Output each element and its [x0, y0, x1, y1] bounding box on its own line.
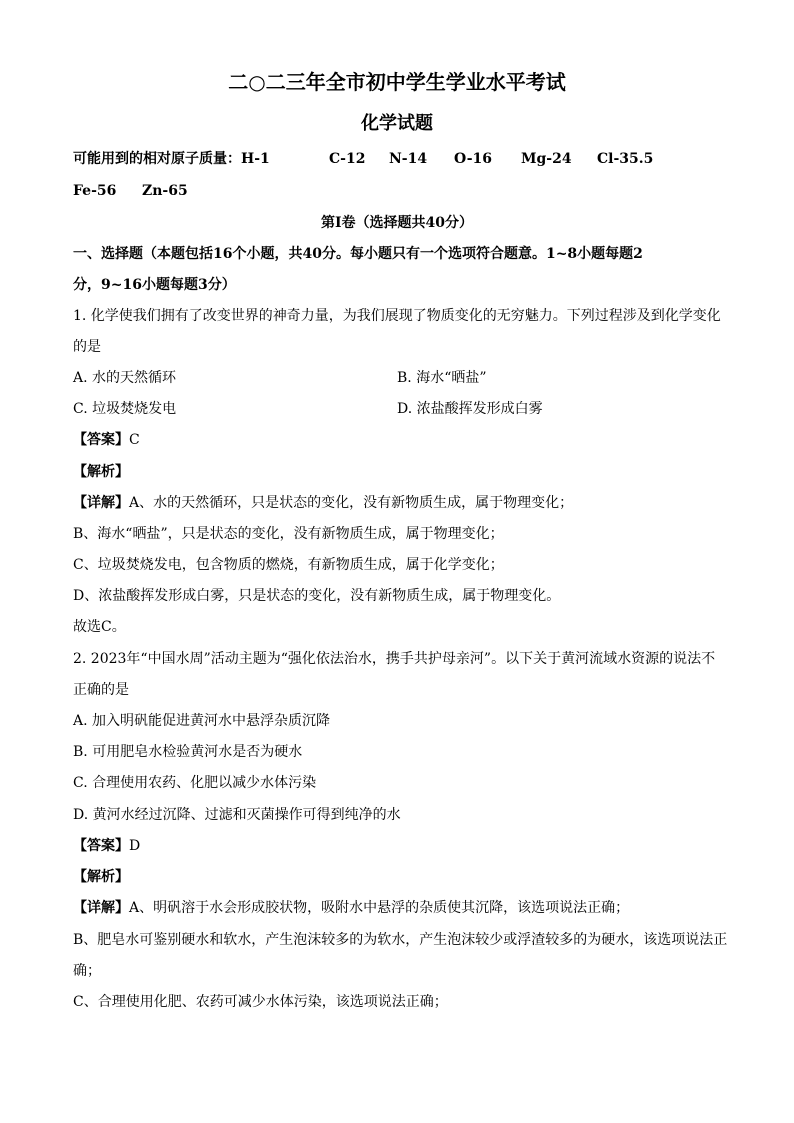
q2-stem-line-1: 2. 2023年“中国水周”活动主题为“强化依法治水，携手共护母亲河”。以下关于黄河流域水资源的说法不: [73, 651, 716, 667]
atomic-masses-row-1: [73, 149, 723, 169]
atomic-masses-label: 可能用到的相对原子质量：H-1: [73, 151, 270, 167]
q1-detail-3: C、垃圾焚烧发电，包含物质的燃烧，有新物质生成，属于化学变化；: [73, 557, 504, 573]
q2-detail-2b: 确；: [73, 963, 101, 979]
q2-option-b: B. 可用肥皂水检验黄河水是否为硬水: [73, 744, 303, 760]
q2-detail-3: C、合理使用化肥、农药可减少水体污染，该选项说法正确；: [73, 994, 448, 1010]
q1-detail-tag: 【详解】: [73, 495, 129, 511]
section-heading: 第Ⅰ卷（选择题共40分）: [320, 215, 474, 231]
q1-stem-line-2: 的是: [73, 339, 101, 355]
q1-option-a: A. 水的天然循环: [73, 370, 177, 386]
q2-option-a: A. 加入明矾能促进黄河水中悬浮杂质沉降: [73, 713, 331, 729]
atomic-mass-fe: Fe-56: [73, 183, 117, 199]
atomic-masses-row-2: [73, 181, 273, 201]
q1-option-d: D. 浓盐酸挥发形成白雾: [397, 401, 543, 417]
q1-detail-2: B、海水“晒盐”，只是状态的变化，没有新物质生成，属于物理变化；: [73, 526, 504, 542]
q2-answer-tag: 【答案】: [73, 838, 129, 854]
atomic-mass-o: O-16: [454, 151, 493, 167]
q1-analysis-tag: 【解析】: [73, 464, 129, 480]
q1-detail-1: [73, 493, 573, 513]
q1-detail-4: D、浓盐酸挥发形成白雾，只是状态的变化，没有新物质生成，属于物理变化。: [73, 588, 561, 604]
q1-stem-line-1: 1. 化学使我们拥有了改变世界的神奇力量，为我们展现了物质变化的无穷魅力。下列过程涉及到化学变化: [73, 308, 721, 324]
q1-answer: [73, 430, 140, 450]
q2-option-c: C. 合理使用农药、化肥以减少水体污染: [73, 775, 317, 791]
q1-answer-tag: 【答案】: [73, 432, 129, 448]
section-instructions-line-1: 一、选择题（本题包括16个小题，共40分。每小题只有一个选项符合题意。1~8小题每题2: [73, 246, 643, 262]
q2-answer: [73, 836, 140, 856]
q1-option-b: B. 海水“晒盐”: [397, 370, 487, 386]
q1-option-c: C. 垃圾焚烧发电: [73, 401, 177, 417]
q2-detail-1: [73, 898, 629, 918]
section-instructions-line-2: 分，9~16小题每题3分）: [73, 277, 236, 293]
atomic-mass-cl: Cl-35.5: [597, 151, 654, 167]
q1-detail-1-text: A、水的天然循环，只是状态的变化，没有新物质生成，属于物理变化；: [129, 495, 574, 511]
exam-subtitle: 化学试题: [361, 113, 433, 134]
atomic-mass-mg: Mg-24: [521, 151, 572, 167]
q2-option-d: D. 黄河水经过沉降、过滤和灭菌操作可得到纯净的水: [73, 807, 401, 823]
atomic-mass-zn: Zn-65: [142, 183, 188, 199]
atomic-mass-c: C-12: [329, 151, 366, 167]
q2-answer-value: D: [129, 838, 141, 854]
q2-detail-1-text: A、明矾溶于水会形成胶状物，吸附水中悬浮的杂质使其沉降，该选项说法正确；: [129, 900, 630, 916]
atomic-mass-n: N-14: [389, 151, 428, 167]
q1-conclusion: 故选C。: [73, 619, 126, 635]
q2-detail-tag: 【详解】: [73, 900, 129, 916]
q2-analysis-tag: 【解析】: [73, 869, 129, 885]
q1-answer-value: C: [129, 432, 140, 448]
exam-title: 二○二三年全市初中学生学业水平考试: [228, 70, 566, 94]
q2-stem-line-2: 正确的是: [73, 682, 129, 698]
q2-detail-2a: B、肥皂水可鉴别硬水和软水，产生泡沫较多的为软水，产生泡沫较少或浮渣较多的为硬水，该选项说法正: [73, 932, 728, 948]
